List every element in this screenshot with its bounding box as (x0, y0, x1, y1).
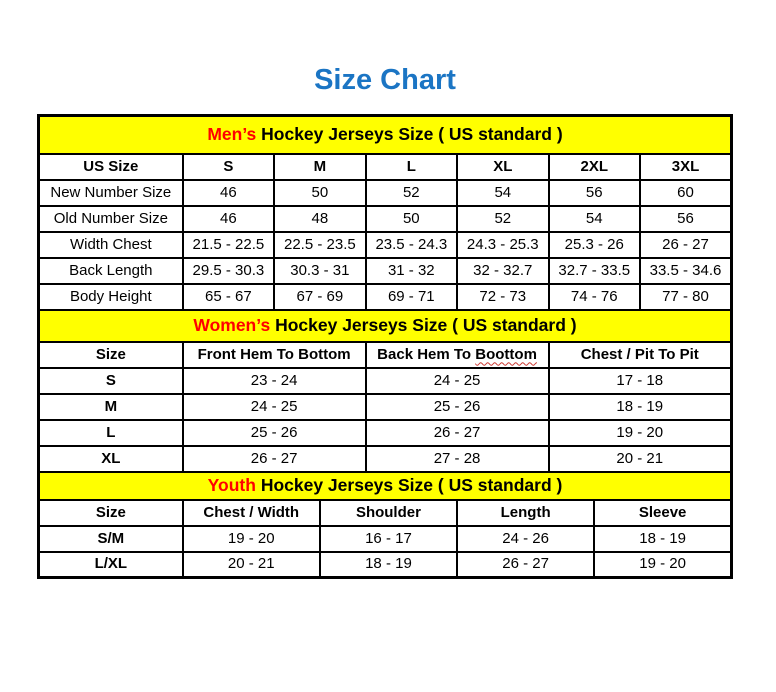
value-cell: 18 - 19 (320, 552, 457, 578)
value-cell: 26 - 27 (640, 232, 732, 258)
value-cell: 24 - 26 (457, 526, 594, 552)
womens-caption-text: Hockey Jerseys Size ( US standard ) (275, 315, 577, 335)
misspelled-word: Boottom (475, 345, 537, 363)
size-chart-table (37, 114, 733, 579)
value-cell: 69 - 71 (366, 284, 457, 310)
mens-data-row (39, 206, 732, 232)
row-label: S (39, 368, 183, 394)
value-cell: 20 - 21 (183, 552, 320, 578)
column-header-text: Back Hem To (377, 345, 472, 363)
youth-data-row (39, 552, 732, 578)
youth-header-row (39, 500, 732, 526)
value-cell: 18 - 19 (549, 394, 732, 420)
value-cell: 74 - 76 (549, 284, 640, 310)
column-header: Shoulder (320, 500, 457, 526)
value-cell: 18 - 19 (594, 526, 731, 552)
womens-data-row (39, 368, 732, 394)
column-header: M (274, 154, 365, 180)
value-cell: 50 (366, 206, 457, 232)
value-cell: 54 (549, 206, 640, 232)
value-cell: 23.5 - 24.3 (366, 232, 457, 258)
womens-table-caption (39, 310, 732, 342)
value-cell: 60 (640, 180, 732, 206)
value-cell: 77 - 80 (640, 284, 732, 310)
column-header: Length (457, 500, 594, 526)
mens-caption-highlight: Men’s (207, 124, 257, 145)
value-cell: 26 - 27 (457, 552, 594, 578)
value-cell: 25 - 26 (366, 394, 549, 420)
value-cell: 32 - 32.7 (457, 258, 548, 284)
value-cell: 30.3 - 31 (274, 258, 365, 284)
row-label: Old Number Size (39, 206, 183, 232)
column-header: L (366, 154, 457, 180)
value-cell: 33.5 - 34.6 (640, 258, 732, 284)
row-label: S/M (39, 526, 183, 552)
column-header: S (183, 154, 274, 180)
value-cell: 21.5 - 22.5 (183, 232, 274, 258)
youth-table-caption (39, 472, 732, 500)
row-label: XL (39, 446, 183, 472)
value-cell: 25.3 - 26 (549, 232, 640, 258)
mens-caption-row (39, 116, 732, 154)
value-cell: 23 - 24 (183, 368, 366, 394)
column-header: Front Hem To Bottom (183, 342, 366, 368)
mens-caption-text: Hockey Jerseys Size ( US standard ) (261, 124, 563, 145)
value-cell: 19 - 20 (594, 552, 731, 578)
value-cell: 16 - 17 (320, 526, 457, 552)
row-label: New Number Size (39, 180, 183, 206)
content-area (37, 0, 733, 579)
value-cell: 46 (183, 180, 274, 206)
column-header: Chest / Width (183, 500, 320, 526)
value-cell: 50 (274, 180, 365, 206)
column-header: XL (457, 154, 548, 180)
value-cell: 19 - 20 (183, 526, 320, 552)
row-label: Back Length (39, 258, 183, 284)
column-header: Size (39, 500, 183, 526)
womens-header-row (39, 342, 732, 368)
mens-table-caption (39, 116, 732, 154)
value-cell: 46 (183, 206, 274, 232)
value-cell: 32.7 - 33.5 (549, 258, 640, 284)
value-cell: 54 (457, 180, 548, 206)
value-cell: 20 - 21 (549, 446, 732, 472)
womens-data-row (39, 446, 732, 472)
value-cell: 22.5 - 23.5 (274, 232, 365, 258)
value-cell: 52 (457, 206, 548, 232)
row-label: M (39, 394, 183, 420)
row-label: Width Chest (39, 232, 183, 258)
column-header (366, 342, 549, 368)
column-header: Size (39, 342, 183, 368)
value-cell: 65 - 67 (183, 284, 274, 310)
mens-header-row (39, 154, 732, 180)
womens-caption-highlight: Women’s (193, 315, 271, 335)
youth-caption-row (39, 472, 732, 500)
mens-data-row (39, 284, 732, 310)
value-cell: 24 - 25 (366, 368, 549, 394)
column-header: Chest / Pit To Pit (549, 342, 732, 368)
value-cell: 25 - 26 (183, 420, 366, 446)
womens-data-row (39, 394, 732, 420)
value-cell: 24.3 - 25.3 (457, 232, 548, 258)
page-title: Size Chart (314, 64, 456, 96)
value-cell: 26 - 27 (366, 420, 549, 446)
value-cell: 72 - 73 (457, 284, 548, 310)
column-header: 3XL (640, 154, 732, 180)
row-label: L/XL (39, 552, 183, 578)
value-cell: 31 - 32 (366, 258, 457, 284)
column-header: Sleeve (594, 500, 731, 526)
value-cell: 67 - 69 (274, 284, 365, 310)
row-label: Body Height (39, 284, 183, 310)
value-cell: 56 (640, 206, 732, 232)
row-label: L (39, 420, 183, 446)
value-cell: 29.5 - 30.3 (183, 258, 274, 284)
column-header: US Size (39, 154, 183, 180)
value-cell: 17 - 18 (549, 368, 732, 394)
column-header: 2XL (549, 154, 640, 180)
womens-data-row (39, 420, 732, 446)
mens-data-row (39, 258, 732, 284)
mens-data-row (39, 232, 732, 258)
value-cell: 27 - 28 (366, 446, 549, 472)
youth-data-row (39, 526, 732, 552)
value-cell: 48 (274, 206, 365, 232)
value-cell: 24 - 25 (183, 394, 366, 420)
value-cell: 56 (549, 180, 640, 206)
value-cell: 52 (366, 180, 457, 206)
womens-caption-row (39, 310, 732, 342)
mens-data-row (39, 180, 732, 206)
value-cell: 26 - 27 (183, 446, 366, 472)
youth-caption-text: Hockey Jerseys Size ( US standard ) (260, 475, 563, 495)
value-cell: 19 - 20 (549, 420, 732, 446)
youth-caption-highlight: Youth (207, 475, 256, 495)
